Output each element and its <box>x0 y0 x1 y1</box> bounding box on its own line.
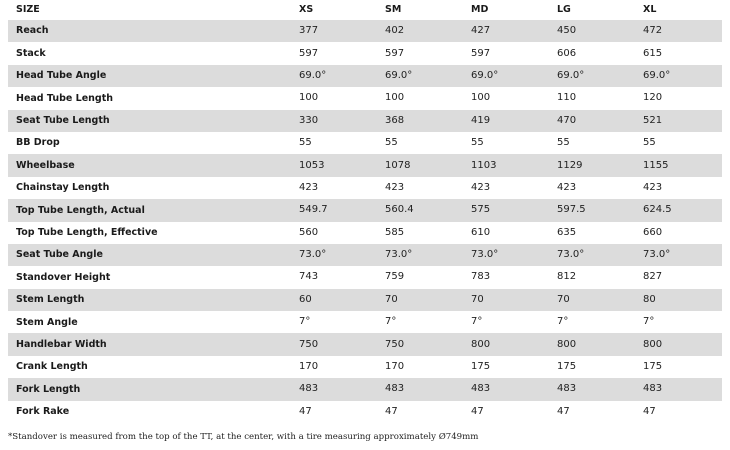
table-cell: 69.0° <box>299 69 327 81</box>
table-cell: 1129 <box>557 159 583 171</box>
table-header-row <box>8 0 722 20</box>
table-row <box>8 333 722 355</box>
row-label: Head Tube Angle <box>16 70 107 82</box>
table-row <box>8 20 722 42</box>
table-cell: 483 <box>557 383 577 395</box>
table-cell: 483 <box>299 383 319 395</box>
table-cell: 560 <box>299 226 319 238</box>
table-cell: 7° <box>385 316 397 328</box>
table-cell: 800 <box>643 338 663 350</box>
table-cell: 73.0° <box>557 249 585 261</box>
table-cell: 483 <box>471 383 491 395</box>
table-cell: 7° <box>643 316 655 328</box>
table-cell: 419 <box>471 114 491 126</box>
table-cell: 660 <box>643 226 663 238</box>
table-cell: 610 <box>471 226 491 238</box>
table-cell: 7° <box>299 316 311 328</box>
table-cell: 330 <box>299 114 319 126</box>
table-cell: 800 <box>471 338 491 350</box>
table-cell: 423 <box>385 181 405 193</box>
table-cell: 597 <box>385 47 405 59</box>
row-label: Seat Tube Length <box>16 115 110 126</box>
table-cell: 1053 <box>299 159 325 171</box>
table-cell: 73.0° <box>643 249 671 261</box>
table-cell: 1155 <box>643 159 669 171</box>
table-cell: 175 <box>557 361 577 373</box>
table-cell: 585 <box>385 226 405 238</box>
table-cell: 69.0° <box>385 69 413 81</box>
table-cell: 377 <box>299 25 319 37</box>
table-row <box>8 222 722 244</box>
table-row <box>8 266 722 288</box>
table-cell: 55 <box>299 137 312 149</box>
row-label: Reach <box>16 25 49 37</box>
column-header-xs: XS <box>299 4 314 16</box>
row-label: BB Drop <box>16 137 60 149</box>
column-header-size: SIZE <box>16 4 40 16</box>
table-cell: 635 <box>557 226 577 238</box>
table-cell: 55 <box>385 137 398 149</box>
table-cell: 47 <box>385 405 398 417</box>
table-row <box>8 199 722 221</box>
row-label: Top Tube Length, Effective <box>16 226 158 238</box>
table-cell: 427 <box>471 25 491 37</box>
row-label: Stack <box>16 47 46 59</box>
table-row <box>8 177 722 199</box>
table-cell: 100 <box>299 92 319 104</box>
table-row <box>8 65 722 87</box>
row-label: Wheelbase <box>16 159 75 171</box>
table-cell: 73.0° <box>385 249 413 261</box>
row-label: Top Tube Length, Actual <box>16 204 145 216</box>
table-cell: 743 <box>299 271 319 283</box>
table-row <box>8 42 722 64</box>
table-cell: 47 <box>299 405 312 417</box>
table-row <box>8 154 722 176</box>
table-cell: 549.7 <box>299 204 328 216</box>
table-cell: 423 <box>471 181 491 193</box>
table-row <box>8 244 722 266</box>
table-cell: 800 <box>557 338 577 350</box>
table-cell: 110 <box>557 92 577 104</box>
table-cell: 73.0° <box>471 249 499 261</box>
column-header-sm: SM <box>385 4 402 16</box>
table-cell: 47 <box>557 405 570 417</box>
geometry-table-body <box>8 20 722 423</box>
table-cell: 100 <box>471 92 491 104</box>
table-cell: 597.5 <box>557 204 586 216</box>
table-cell: 750 <box>385 338 405 350</box>
table-cell: 80 <box>643 293 656 305</box>
row-label: Standover Height <box>16 271 111 283</box>
geometry-table <box>8 0 722 423</box>
table-cell: 615 <box>643 47 663 59</box>
table-cell: 483 <box>643 383 663 395</box>
table-cell: 60 <box>299 293 312 305</box>
row-label: Fork Length <box>16 383 81 395</box>
row-label: Seat Tube Angle <box>16 249 103 261</box>
table-row <box>8 401 722 423</box>
row-label: Chainstay Length <box>16 182 110 194</box>
table-cell: 175 <box>643 361 663 373</box>
table-cell: 812 <box>557 271 577 283</box>
table-cell: 1103 <box>471 159 497 171</box>
table-cell: 69.0° <box>557 69 585 81</box>
table-cell: 624.5 <box>643 204 672 216</box>
table-cell: 368 <box>385 114 405 126</box>
table-cell: 597 <box>471 47 491 59</box>
table-cell: 759 <box>385 271 405 283</box>
row-label: Stem Angle <box>16 316 78 328</box>
table-row <box>8 87 722 109</box>
table-row <box>8 110 722 132</box>
column-header-xl: XL <box>643 4 657 16</box>
row-label: Crank Length <box>16 361 88 373</box>
table-cell: 69.0° <box>643 69 671 81</box>
table-cell: 450 <box>557 25 577 37</box>
table-cell: 423 <box>643 181 663 193</box>
table-cell: 70 <box>385 293 398 305</box>
standover-footnote: *Standover is measured from the top of the TT, at the center, with a tire measuring approximately Ø749mm <box>8 432 479 442</box>
table-cell: 423 <box>557 181 577 193</box>
table-cell: 175 <box>471 361 491 373</box>
table-cell: 47 <box>643 405 656 417</box>
table-row <box>8 311 722 333</box>
table-row <box>8 378 722 400</box>
table-cell: 7° <box>471 316 483 328</box>
table-cell: 472 <box>643 25 663 37</box>
table-cell: 70 <box>471 293 484 305</box>
table-cell: 55 <box>643 137 656 149</box>
table-cell: 597 <box>299 47 319 59</box>
table-row <box>8 356 722 378</box>
table-cell: 55 <box>557 137 570 149</box>
table-cell: 470 <box>557 114 577 126</box>
table-cell: 69.0° <box>471 69 499 81</box>
row-label: Head Tube Length <box>16 92 114 104</box>
table-cell: 575 <box>471 204 491 216</box>
table-cell: 120 <box>643 92 663 104</box>
table-cell: 47 <box>471 405 484 417</box>
table-row <box>8 289 722 311</box>
row-label: Stem Length <box>16 294 85 306</box>
table-cell: 402 <box>385 25 405 37</box>
table-cell: 560.4 <box>385 204 414 216</box>
table-cell: 483 <box>385 383 405 395</box>
row-label: Fork Rake <box>16 406 70 418</box>
table-cell: 170 <box>299 361 319 373</box>
table-cell: 70 <box>557 293 570 305</box>
table-cell: 750 <box>299 338 319 350</box>
table-row <box>8 132 722 154</box>
table-cell: 55 <box>471 137 484 149</box>
row-label: Handlebar Width <box>16 338 107 350</box>
table-cell: 100 <box>385 92 405 104</box>
table-cell: 521 <box>643 114 663 126</box>
table-cell: 7° <box>557 316 569 328</box>
table-cell: 783 <box>471 271 491 283</box>
table-cell: 606 <box>557 47 577 59</box>
table-cell: 1078 <box>385 159 411 171</box>
table-cell: 73.0° <box>299 249 327 261</box>
column-header-md: MD <box>471 4 489 16</box>
table-cell: 170 <box>385 361 405 373</box>
table-cell: 423 <box>299 181 319 193</box>
table-cell: 827 <box>643 271 663 283</box>
column-header-lg: LG <box>557 4 571 16</box>
